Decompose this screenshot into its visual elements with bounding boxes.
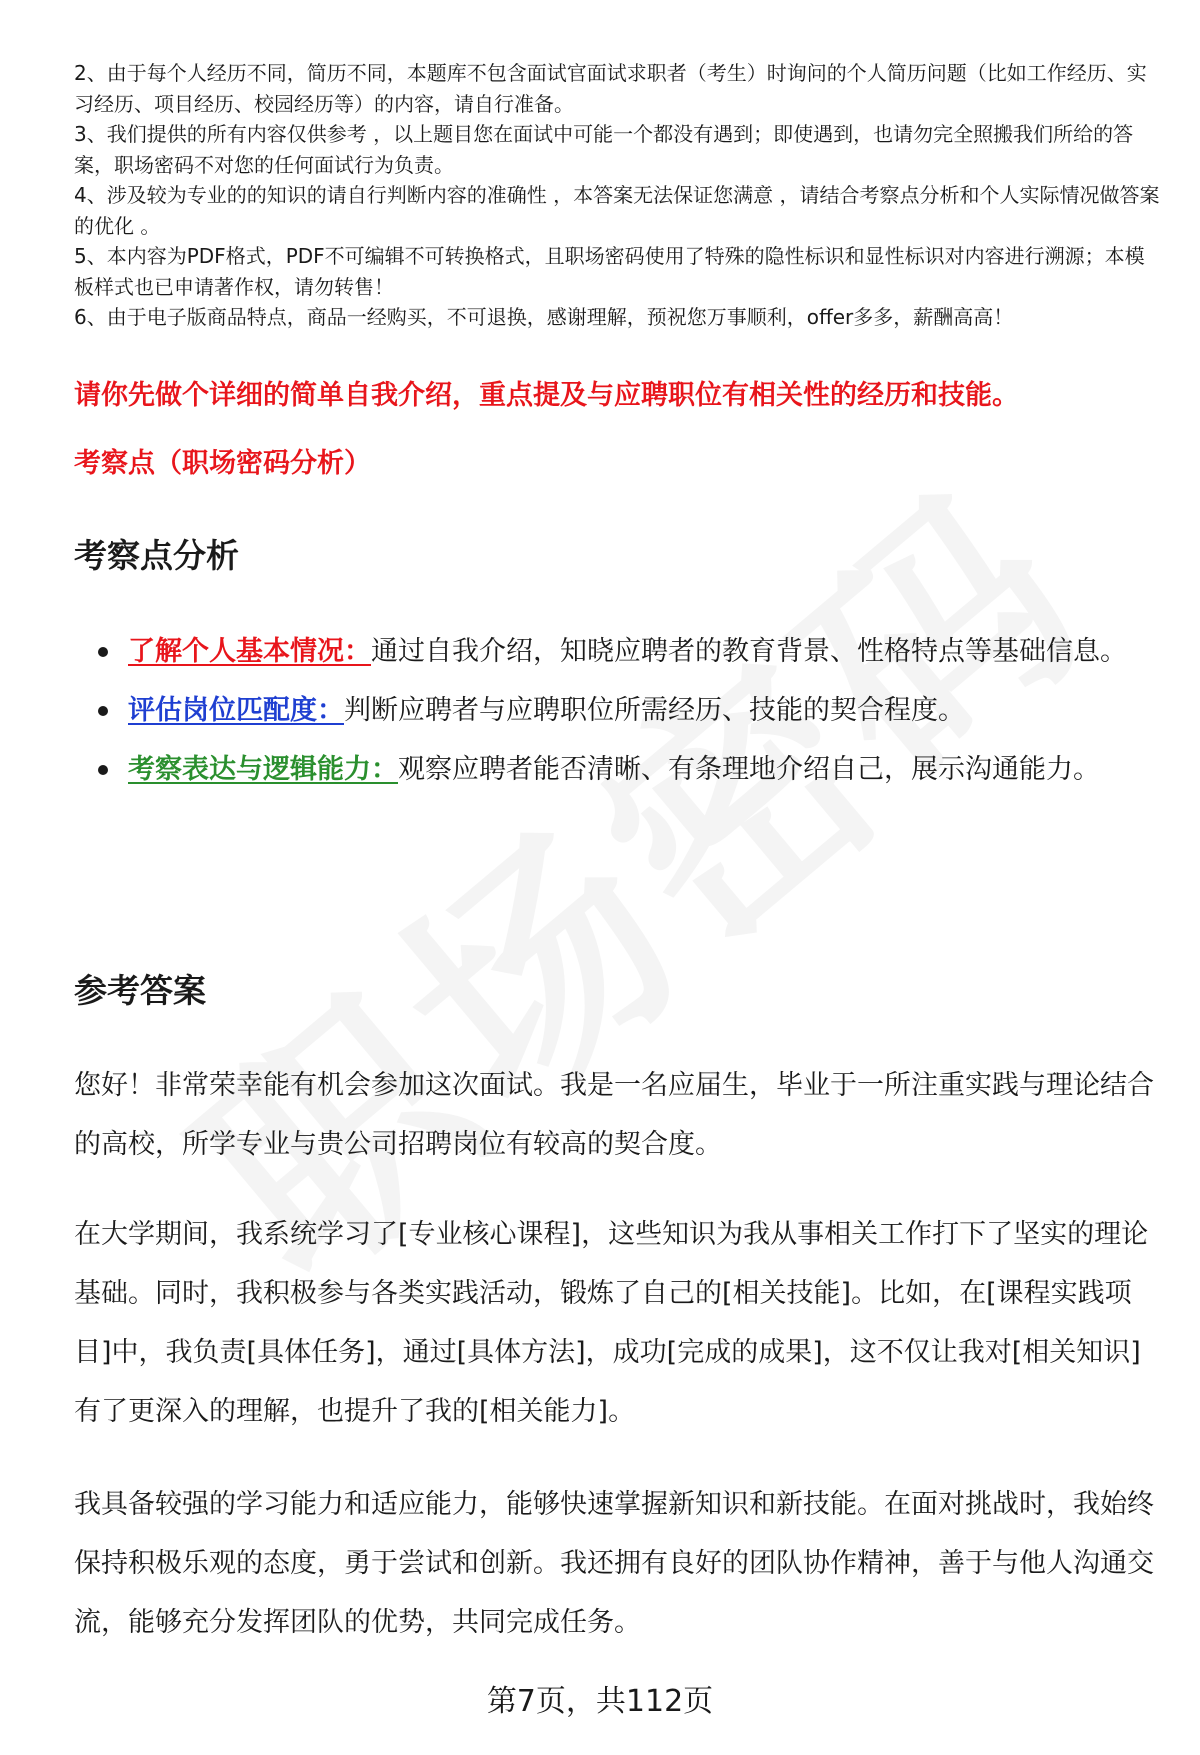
- notice-item: 4、涉及较为专业的的知识的请自行判断内容的准确性 ，本答案无法保证您满意 ，请结合考察点分析和个人实际情况做答案的优化 。: [74, 183, 1160, 238]
- key-points-label: 考察点（职场密码分析）: [74, 448, 371, 479]
- analysis-list: [74, 622, 1154, 799]
- analysis-term: 考察表达与逻辑能力：: [128, 754, 398, 785]
- answer-paragraph: 您好！非常荣幸能有机会参加这次面试。我是一名应届生，毕业于一所注重实践与理论结合的高校，所学专业与贵公司招聘岗位有较高的契合度。: [74, 1070, 1154, 1160]
- analysis-heading: 考察点分析: [74, 536, 239, 575]
- notice-item: 5、本内容为PDF格式，PDF不可编辑不可转换格式，且职场密码使用了特殊的隐性标识和显性标识对内容进行溯源；本模板样式也已申请著作权，请勿转售！: [74, 244, 1145, 299]
- answer-heading: 参考答案: [74, 971, 206, 1010]
- answer-paragraph: 我具备较强的学习能力和适应能力，能够快速掌握新知识和新技能。在面对挑战时，我始终保持积极乐观的态度，勇于尝试和创新。我还拥有良好的团队协作精神，善于与他人沟通交流，能够充分发挥团队的优势，共同完成任务。: [74, 1489, 1154, 1638]
- notice-item: 3、我们提供的所有内容仅供参考 ，以上题目您在面试中可能一个都没有遇到；即使遇到，也请勿完全照搬我们所给的答案，职场密码不对您的任何面试行为负责。: [74, 122, 1134, 177]
- interview-question: 请你先做个详细的简单自我介绍，重点提及与应聘职位有相关性的经历和技能。: [74, 380, 1019, 411]
- notice-item: 6、由于电子版商品特点，商品一经购买，不可退换，感谢理解，预祝您万事顺利，offer多多，薪酬高高！: [74, 305, 1014, 329]
- page-footer: 第7页，共112页: [486, 1684, 714, 1719]
- list-item: [74, 681, 1154, 740]
- notice-block: [74, 58, 1164, 333]
- analysis-text: 通过自我介绍，知晓应聘者的教育背景、性格特点等基础信息。: [371, 636, 1127, 667]
- analysis-term: 评估岗位匹配度：: [128, 695, 344, 726]
- analysis-text: 观察应聘者能否清晰、有条理地介绍自己，展示沟通能力。: [398, 754, 1100, 785]
- analysis-text: 判断应聘者与应聘职位所需经历、技能的契合程度。: [344, 695, 965, 726]
- answer-paragraph: 在大学期间，我系统学习了[专业核心课程]，这些知识为我从事相关工作打下了坚实的理论基础。同时，我积极参与各类实践活动，锻炼了自己的[相关技能]。比如，在[课程实践项目]中，我负责[具体任务]，通过[具体方法]，成功[完成的成果]，这不仅让我对[相关知识]有了更深入的理解，也提升了我的[相关能力]。: [74, 1219, 1149, 1427]
- notice-item: 2、由于每个人经历不同，简历不同，本题库不包含面试官面试求职者（考生）时询问的个人简历问题（比如工作经历、实习经历、项目经历、校园经历等）的内容，请自行准备。: [74, 61, 1147, 116]
- list-item: [74, 622, 1154, 681]
- list-item: [74, 740, 1154, 799]
- analysis-term: 了解个人基本情况：: [128, 636, 371, 667]
